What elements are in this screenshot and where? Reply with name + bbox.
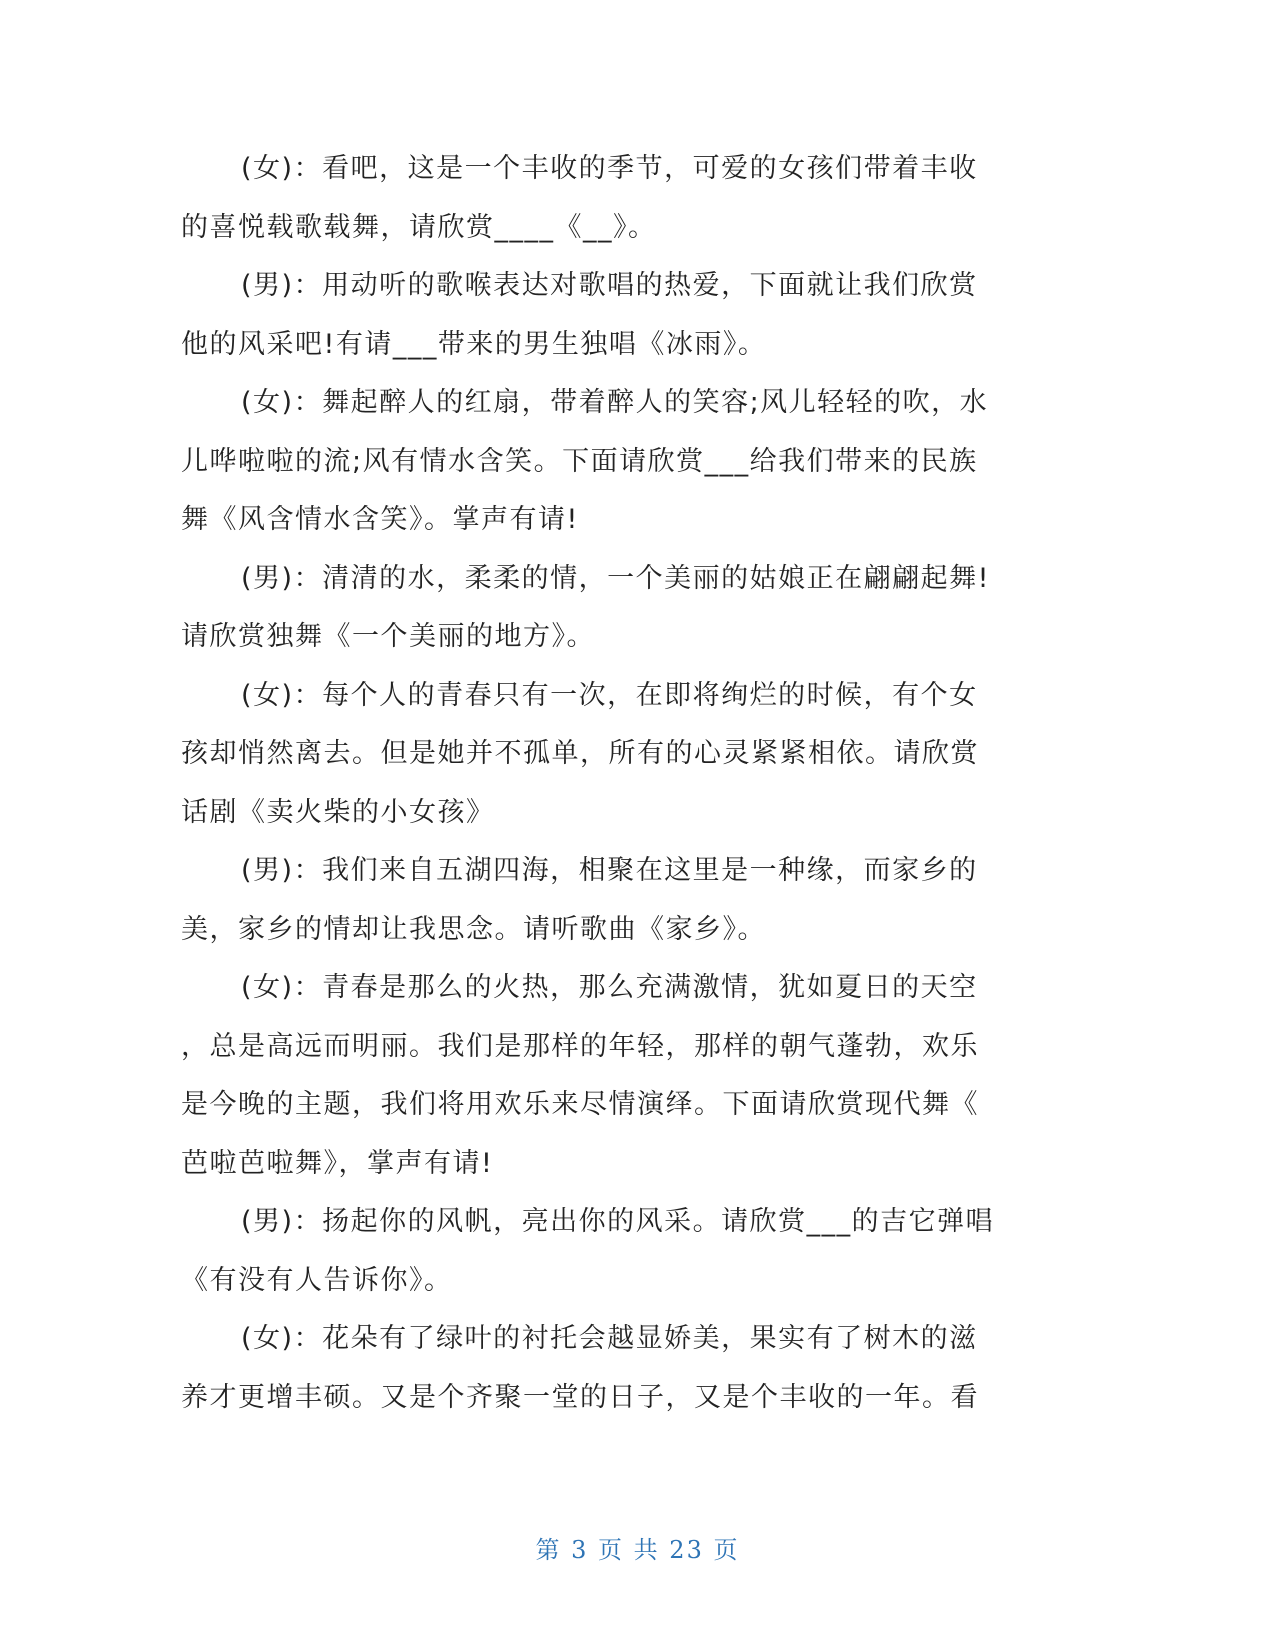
text-line: 他的风采吧!有请___带来的男生独唱《冰雨》。 xyxy=(181,328,767,360)
text-line: 儿哗啦啦的流;风有情水含笑。下面请欣赏___给我们带来的民族 xyxy=(181,445,978,477)
page-number-footer: 第 3 页 共 23 页 xyxy=(535,1536,740,1564)
text-line: 美，家乡的情却让我思念。请听歌曲《家乡》。 xyxy=(181,913,766,945)
text-line: 孩却悄然离去。但是她并不孤单，所有的心灵紧紧相依。请欣赏 xyxy=(181,738,979,769)
text-line: (女)：青春是那么的火热，那么充满激情，犹如夏日的天空 xyxy=(241,972,978,1003)
text-line: (男)：我们来自五湖四海，相聚在这里是一种缘，而家乡的 xyxy=(241,855,978,886)
text-line: ，总是高远而明丽。我们是那样的年轻，那样的朝气蓬勃，欢乐 xyxy=(181,1030,979,1062)
text-line: (男)：扬起你的风帆，亮出你的风采。请欣赏___的吉它弹唱 xyxy=(241,1206,995,1237)
text-line: 请欣赏独舞《一个美丽的地方》。 xyxy=(181,621,595,652)
text-line: 《有没有人告诉你》。 xyxy=(181,1264,453,1296)
text-line: (男)：用动听的歌喉表达对歌唱的热爱，下面就让我们欣赏 xyxy=(241,270,978,301)
text-line: (女)：每个人的青春只有一次，在即将绚烂的时候，有个女 xyxy=(241,679,978,711)
text-line: 舞《风含情水含笑》。掌声有请! xyxy=(181,504,579,535)
text-line: 芭啦芭啦舞》，掌声有请! xyxy=(181,1147,494,1179)
text-line: (女)：舞起醉人的红扇，带着醉人的笑容;风儿轻轻的吹，水 xyxy=(241,387,989,418)
text-line: (女)：花朵有了绿叶的衬托会越显娇美，果实有了树木的滋 xyxy=(241,1323,978,1354)
text-line: 养才更增丰硕。又是个齐聚一堂的日子，又是个丰收的一年。看 xyxy=(181,1381,979,1413)
text-line: 的喜悦载歌载舞，请欣赏____《__》。 xyxy=(181,211,657,243)
text-line: 是今晚的主题，我们将用欢乐来尽情演绎。下面请欣赏现代舞《 xyxy=(181,1089,979,1120)
text-line: (男)：清清的水，柔柔的情，一个美丽的姑娘正在翩翩起舞! xyxy=(241,562,990,594)
document-body xyxy=(181,140,1031,1427)
text-line: (女)：看吧，这是一个丰收的季节，可爱的女孩们带着丰收 xyxy=(241,153,978,184)
text-line: 话剧《卖火柴的小女孩》 xyxy=(181,796,495,828)
